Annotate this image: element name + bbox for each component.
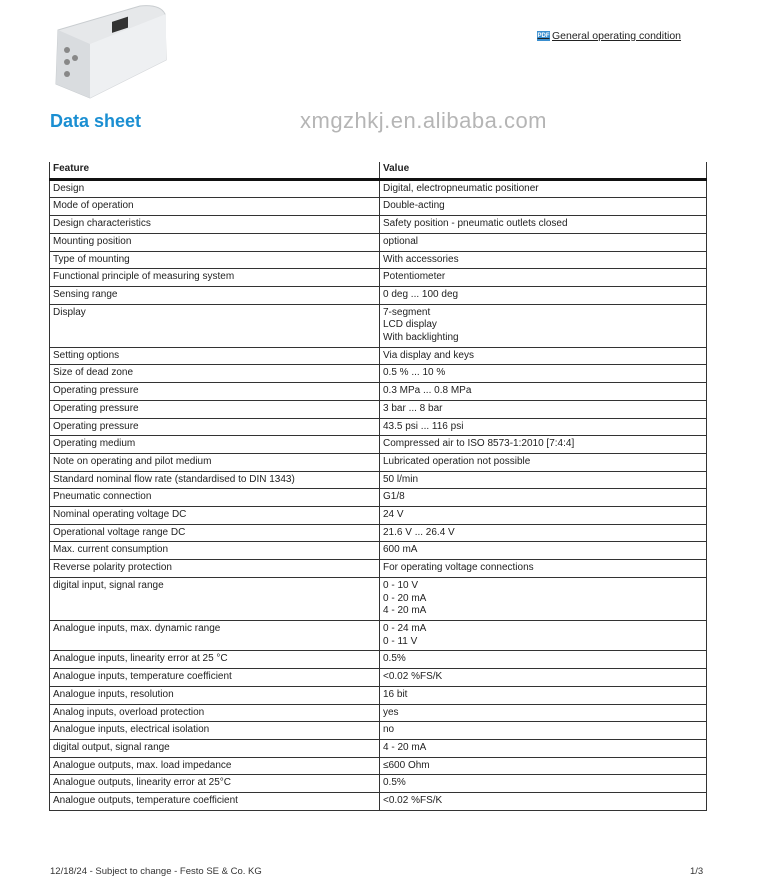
- feature-cell: Size of dead zone: [50, 365, 380, 383]
- table-row: [50, 418, 707, 436]
- feature-cell: Mode of operation: [50, 198, 380, 216]
- feature-cell: Max. current consumption: [50, 542, 380, 560]
- value-cell: 24 V: [380, 507, 707, 525]
- table-row: [50, 179, 707, 198]
- value-cell: 600 mA: [380, 542, 707, 560]
- value-cell: Lubricated operation not possible: [380, 453, 707, 471]
- feature-cell: Analogue outputs, temperature coefficient: [50, 793, 380, 811]
- value-cell: 0 deg ... 100 deg: [380, 286, 707, 304]
- table-row: [50, 216, 707, 234]
- feature-cell: Design characteristics: [50, 216, 380, 234]
- value-cell: 4 - 20 mA: [380, 739, 707, 757]
- feature-cell: digital input, signal range: [50, 577, 380, 620]
- product-image: [50, 0, 168, 102]
- value-cell: optional: [380, 233, 707, 251]
- feature-cell: Functional principle of measuring system: [50, 269, 380, 287]
- table-row: [50, 304, 707, 347]
- feature-cell: digital output, signal range: [50, 739, 380, 757]
- value-cell: <0.02 %FS/K: [380, 793, 707, 811]
- table-header-row: [50, 162, 707, 179]
- feature-cell: Pneumatic connection: [50, 489, 380, 507]
- feature-cell: Analogue inputs, electrical isolation: [50, 722, 380, 740]
- table-row: [50, 251, 707, 269]
- table-row: [50, 739, 707, 757]
- value-cell: Safety position - pneumatic outlets closed: [380, 216, 707, 234]
- feature-cell: Analogue inputs, max. dynamic range: [50, 620, 380, 650]
- page-title: Data sheet: [50, 111, 142, 131]
- table-row: [50, 489, 707, 507]
- table-row: [50, 542, 707, 560]
- table-row: [50, 560, 707, 578]
- table-row: [50, 347, 707, 365]
- value-cell: yes: [380, 704, 707, 722]
- table-row: [50, 286, 707, 304]
- table-row: [50, 669, 707, 687]
- value-cell: 50 l/min: [380, 471, 707, 489]
- table-row: [50, 686, 707, 704]
- feature-cell: Type of mounting: [50, 251, 380, 269]
- feature-cell: Setting options: [50, 347, 380, 365]
- column-header-value: Value: [380, 162, 707, 179]
- table-row: [50, 365, 707, 383]
- footer-text: 12/18/24 - Subject to change - Festo SE & Co. KG: [50, 866, 262, 877]
- value-cell: 0 - 24 mA 0 - 11 V: [380, 620, 707, 650]
- feature-cell: Operating pressure: [50, 418, 380, 436]
- value-cell: 0.5%: [380, 775, 707, 793]
- table-row: [50, 400, 707, 418]
- feature-cell: Operating pressure: [50, 400, 380, 418]
- datasheet-table: [49, 162, 707, 811]
- feature-cell: Analogue outputs, linearity error at 25°C: [50, 775, 380, 793]
- value-cell: 0.5%: [380, 651, 707, 669]
- feature-cell: Analogue outputs, max. load impedance: [50, 757, 380, 775]
- table-row: [50, 453, 707, 471]
- table-row: [50, 722, 707, 740]
- value-cell: 0.3 MPa ... 0.8 MPa: [380, 383, 707, 401]
- value-cell: Compressed air to ISO 8573-1:2010 [7:4:4]: [380, 436, 707, 454]
- feature-cell: Reverse polarity protection: [50, 560, 380, 578]
- value-cell: 43.5 psi ... 116 psi: [380, 418, 707, 436]
- table-row: [50, 651, 707, 669]
- feature-cell: Design: [50, 179, 380, 198]
- value-cell: Double-acting: [380, 198, 707, 216]
- value-cell: <0.02 %FS/K: [380, 669, 707, 687]
- link-label: General operating condition: [552, 30, 682, 42]
- feature-cell: Operational voltage range DC: [50, 524, 380, 542]
- table-row: [50, 198, 707, 216]
- feature-cell: Analogue inputs, resolution: [50, 686, 380, 704]
- watermark: xmgzhkj.en.alibaba.com: [300, 108, 548, 133]
- pdf-icon: PDF: [537, 33, 550, 39]
- table-row: [50, 269, 707, 287]
- table-row: [50, 507, 707, 525]
- feature-cell: Analogue inputs, linearity error at 25 °C: [50, 651, 380, 669]
- table-row: [50, 775, 707, 793]
- table-row: [50, 793, 707, 811]
- value-cell: 3 bar ... 8 bar: [380, 400, 707, 418]
- value-cell: no: [380, 722, 707, 740]
- feature-cell: Operating medium: [50, 436, 380, 454]
- feature-cell: Operating pressure: [50, 383, 380, 401]
- table-row: [50, 577, 707, 620]
- value-cell: Potentiometer: [380, 269, 707, 287]
- feature-cell: Analog inputs, overload protection: [50, 704, 380, 722]
- table-row: [50, 383, 707, 401]
- value-cell: Via display and keys: [380, 347, 707, 365]
- table-row: [50, 704, 707, 722]
- feature-cell: Nominal operating voltage DC: [50, 507, 380, 525]
- table-row: [50, 524, 707, 542]
- value-cell: G1/8: [380, 489, 707, 507]
- value-cell: For operating voltage connections: [380, 560, 707, 578]
- feature-cell: Sensing range: [50, 286, 380, 304]
- value-cell: With accessories: [380, 251, 707, 269]
- feature-cell: Mounting position: [50, 233, 380, 251]
- value-cell: 21.6 V ... 26.4 V: [380, 524, 707, 542]
- value-cell: 16 bit: [380, 686, 707, 704]
- table-row: [50, 436, 707, 454]
- feature-cell: Note on operating and pilot medium: [50, 453, 380, 471]
- feature-cell: Analogue inputs, temperature coefficient: [50, 669, 380, 687]
- value-cell: 7-segment LCD display With backlighting: [380, 304, 707, 347]
- table-row: [50, 757, 707, 775]
- value-cell: 0.5 % ... 10 %: [380, 365, 707, 383]
- value-cell: Digital, electropneumatic positioner: [380, 179, 707, 198]
- feature-cell: Display: [50, 304, 380, 347]
- table-row: [50, 471, 707, 489]
- value-cell: ≤600 Ohm: [380, 757, 707, 775]
- table-row: [50, 620, 707, 650]
- table-row: [50, 233, 707, 251]
- page-number: 1/3: [690, 866, 704, 877]
- value-cell: 0 - 10 V 0 - 20 mA 4 - 20 mA: [380, 577, 707, 620]
- column-header-feature: Feature: [50, 162, 380, 179]
- general-operating-condition-link[interactable]: [537, 30, 681, 42]
- feature-cell: Standard nominal flow rate (standardised to DIN 1343): [50, 471, 380, 489]
